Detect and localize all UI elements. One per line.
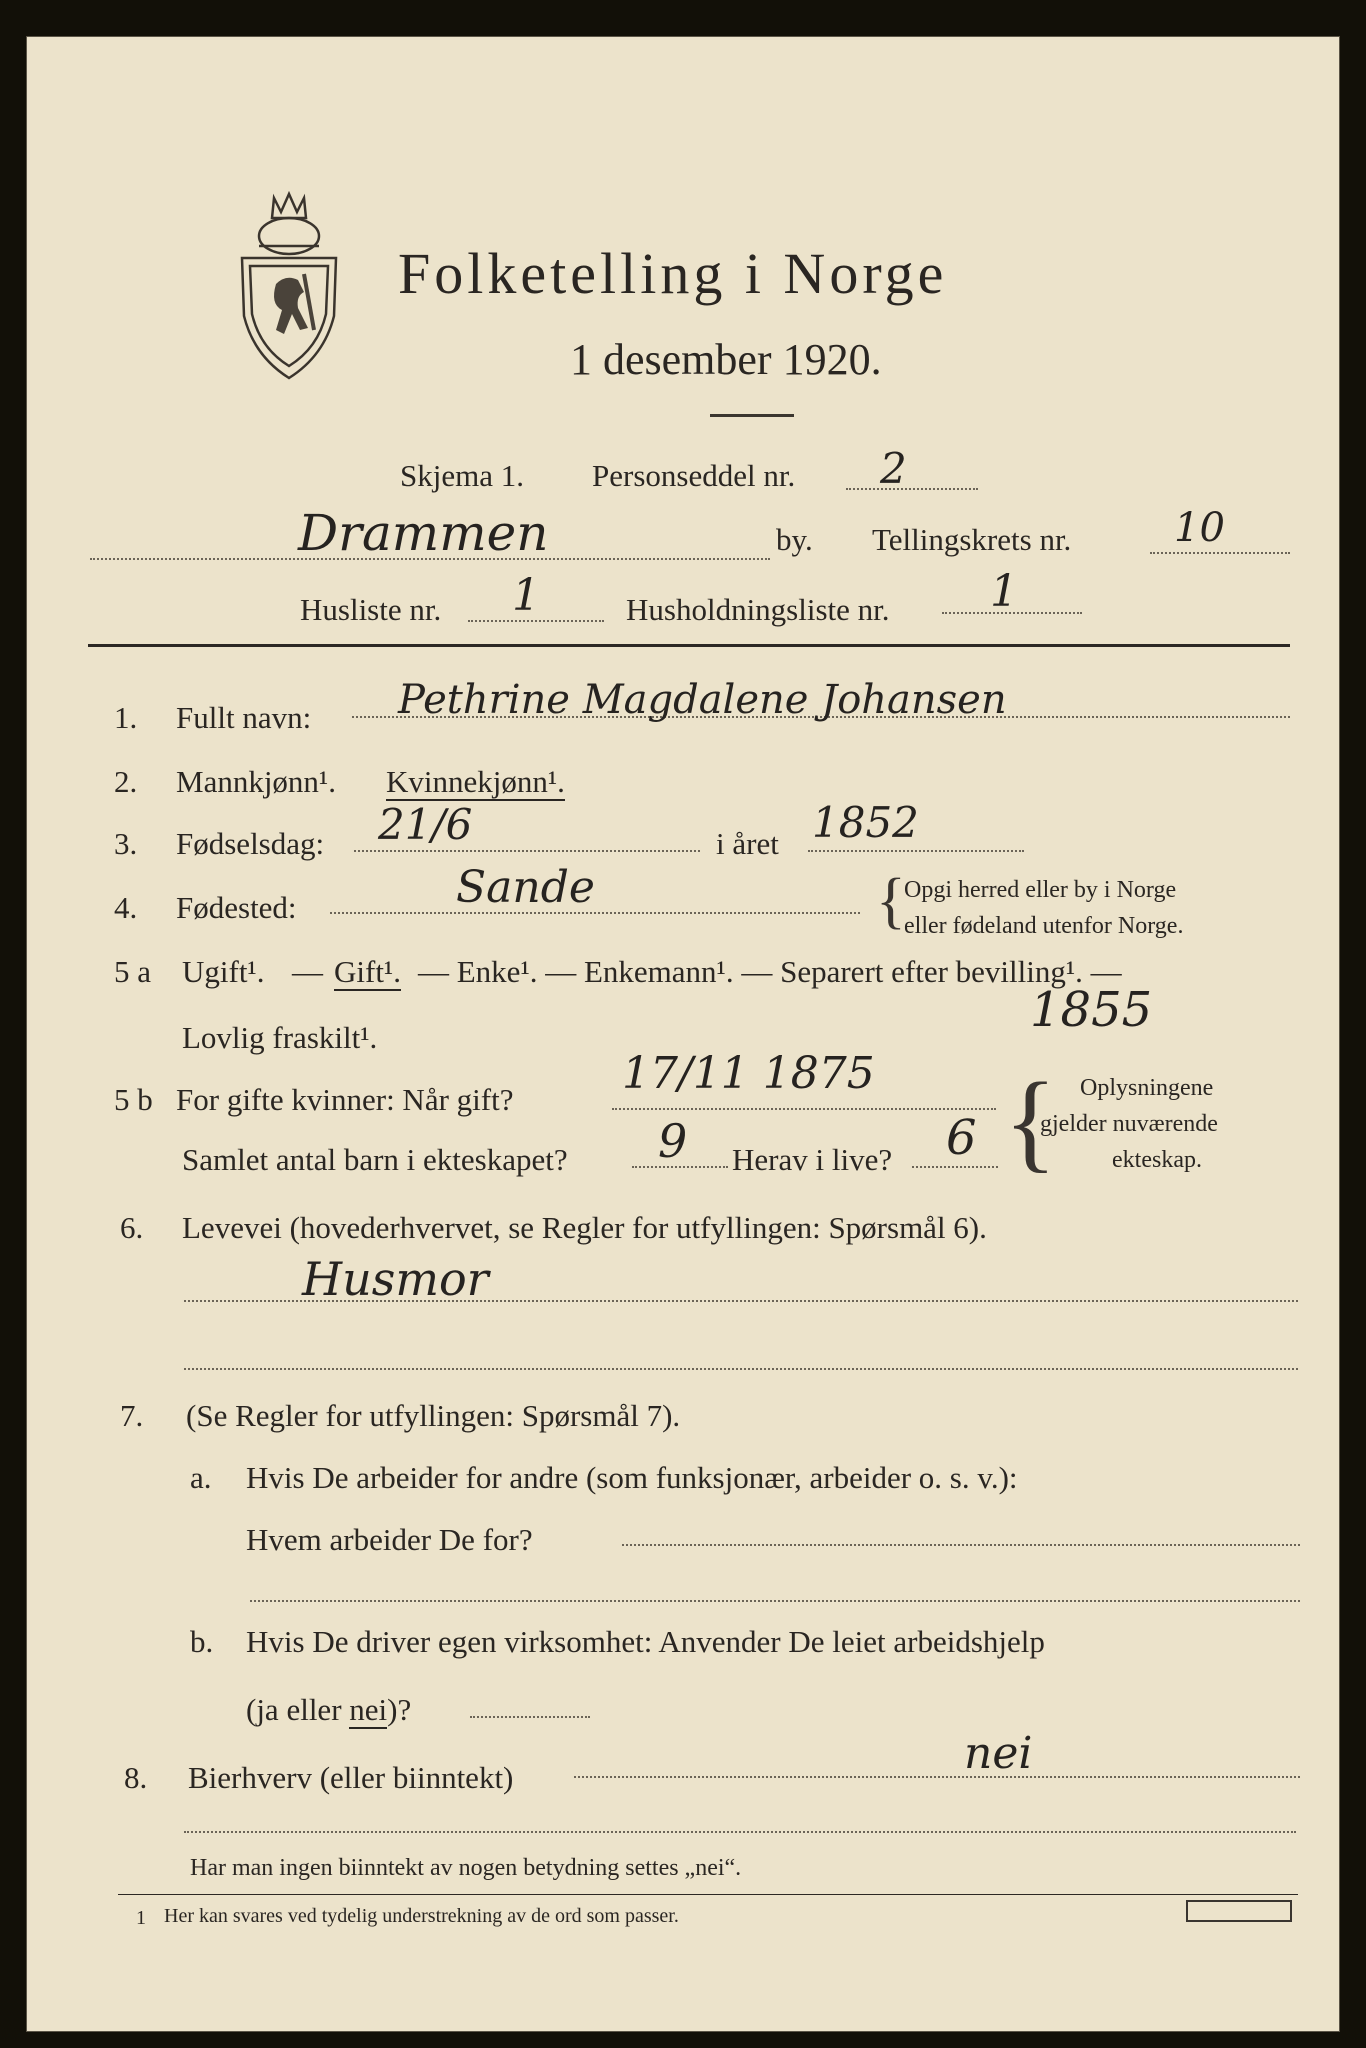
q5a-other-options[interactable]: — Enke¹. — Enkemann¹. — Separert efter bevilling¹. —	[418, 954, 1122, 989]
printer-stamp	[1186, 1900, 1292, 1922]
q5b-note-line2: gjelder nuværende	[1040, 1111, 1218, 1137]
q7a-letter: a.	[190, 1460, 212, 1495]
marriage-date-value[interactable]: 17/11 1875	[622, 1048, 875, 1099]
q3-number: 3.	[114, 826, 138, 861]
footnote-divider	[118, 1894, 1298, 1895]
occupation-value[interactable]: Husmor	[302, 1252, 489, 1306]
q7b-letter: b.	[190, 1624, 214, 1659]
q5a-fraskilt-option[interactable]: Lovlig fraskilt¹.	[182, 1020, 378, 1055]
personseddel-line	[846, 488, 978, 490]
q4-number: 4.	[114, 890, 138, 925]
q3-line	[354, 850, 700, 852]
q1-number: 1.	[114, 700, 138, 735]
q7b-nei-underlined[interactable]: nei	[349, 1692, 388, 1727]
q5b-children-label: Samlet antal barn i ekteskapet?	[182, 1142, 568, 1177]
q5a-dash: —	[292, 954, 323, 989]
q5b-alive-label: Herav i live?	[732, 1142, 893, 1177]
q5b-note-line3: ekteskap.	[1112, 1147, 1202, 1173]
q6-line2	[184, 1368, 1298, 1370]
birthplace-value[interactable]: Sande	[456, 862, 595, 913]
city-value[interactable]: Drammen	[298, 504, 549, 562]
q7a-employer-label: Hvem arbeider De for?	[246, 1522, 533, 1557]
q2-number: 2.	[114, 764, 138, 799]
by-label: by.	[776, 522, 813, 557]
birthday-value[interactable]: 21/6	[378, 800, 473, 849]
tellingskrets-line	[1150, 552, 1290, 554]
q5b-brace: {	[1004, 1060, 1057, 1182]
q5a-ugift-option[interactable]: Ugift¹.	[182, 954, 265, 989]
q6-label: Levevei (hovederhvervet, se Regler for utfyllingen: Spørsmål 6).	[182, 1210, 987, 1245]
q5a-gift-option-underlined[interactable]: Gift¹.	[334, 954, 401, 989]
footnote-mark: 1	[136, 1907, 146, 1929]
husholdningsliste-value[interactable]: 1	[990, 566, 1018, 617]
q3-label: Fødselsdag:	[176, 826, 325, 861]
q7a-extra-line[interactable]	[250, 1600, 1300, 1602]
full-name-value[interactable]: Pethrine Magdalene Johansen	[398, 677, 1007, 723]
q4-note-line1: Opgi herred eller by i Norge	[904, 877, 1177, 903]
q7-label: (Se Regler for utfyllingen: Spørsmål 7).	[186, 1398, 681, 1433]
title-divider	[710, 414, 794, 417]
norwegian-coat-of-arms-icon	[234, 188, 344, 384]
side-income-value[interactable]: nei	[964, 1728, 1033, 1779]
q1-label: Fullt navn:	[176, 700, 312, 735]
q7b-answer-prompt	[246, 1694, 411, 1725]
q5b-alive-line	[912, 1166, 998, 1168]
q5a-number: 5 a	[114, 954, 152, 989]
q5b-line	[612, 1108, 996, 1110]
q7a-employer-line[interactable]	[622, 1544, 1300, 1546]
q8-extra-line	[184, 1830, 1296, 1833]
tellingskrets-label: Tellingskrets nr.	[872, 522, 1072, 557]
children-count-value[interactable]: 9	[658, 1114, 688, 1168]
q3-year-line	[808, 850, 1024, 852]
q4-note-line2: eller fødeland utenfor Norge.	[904, 913, 1184, 939]
personseddel-value[interactable]: 2	[880, 444, 907, 493]
q5b-number: 5 b	[114, 1082, 153, 1117]
census-date: 1 desember 1920.	[570, 335, 882, 384]
husholdningsliste-label: Husholdningsliste nr.	[626, 592, 890, 627]
q2-female-option-underlined[interactable]: Kvinnekjønn¹.	[386, 764, 565, 799]
husliste-label: Husliste nr.	[300, 592, 442, 627]
q3-year-label: i året	[716, 826, 779, 861]
footer-note: Har man ingen biinntekt av nogen betydning settes „nei“.	[190, 1855, 742, 1881]
form-title: Folketelling i Norge	[398, 241, 948, 306]
q7b-suffix: )?	[387, 1692, 412, 1727]
schema-label: Skjema 1.	[400, 458, 524, 493]
q4-label: Fødested:	[176, 890, 297, 925]
q6-number: 6.	[120, 1210, 144, 1245]
q8-number: 8.	[124, 1760, 148, 1795]
marriage-year-extra: 1855	[1030, 982, 1153, 1038]
q5b-label: For gifte kvinner: Når gift?	[176, 1082, 514, 1117]
q5b-note-line1: Oplysningene	[1080, 1075, 1214, 1101]
q7a-label: Hvis De arbeider for andre (som funksjonær, arbeider o. s. v.):	[246, 1460, 1018, 1495]
tellingskrets-value[interactable]: 10	[1174, 505, 1225, 551]
husliste-value[interactable]: 1	[512, 570, 540, 621]
children-alive-value[interactable]: 6	[946, 1110, 977, 1166]
header-divider	[88, 644, 1290, 647]
q2-male-option[interactable]: Mannkjønn¹.	[176, 764, 336, 799]
q7b-line[interactable]	[470, 1716, 590, 1718]
q7b-label: Hvis De driver egen virksomhet: Anvender De leiet arbeidshjelp	[246, 1624, 1045, 1659]
q7-number: 7.	[120, 1398, 144, 1433]
personseddel-label: Personseddel nr.	[592, 458, 796, 493]
q8-label: Bierhverv (eller biinntekt)	[188, 1760, 514, 1795]
footnote-text: Her kan svares ved tydelig understrekning av de ord som passer.	[164, 1905, 679, 1927]
birth-year-value[interactable]: 1852	[812, 798, 919, 847]
q4-brace: {	[876, 867, 906, 935]
q8-line	[574, 1776, 1300, 1778]
q7b-prefix: (ja eller	[246, 1692, 350, 1727]
q4-line	[330, 912, 860, 914]
